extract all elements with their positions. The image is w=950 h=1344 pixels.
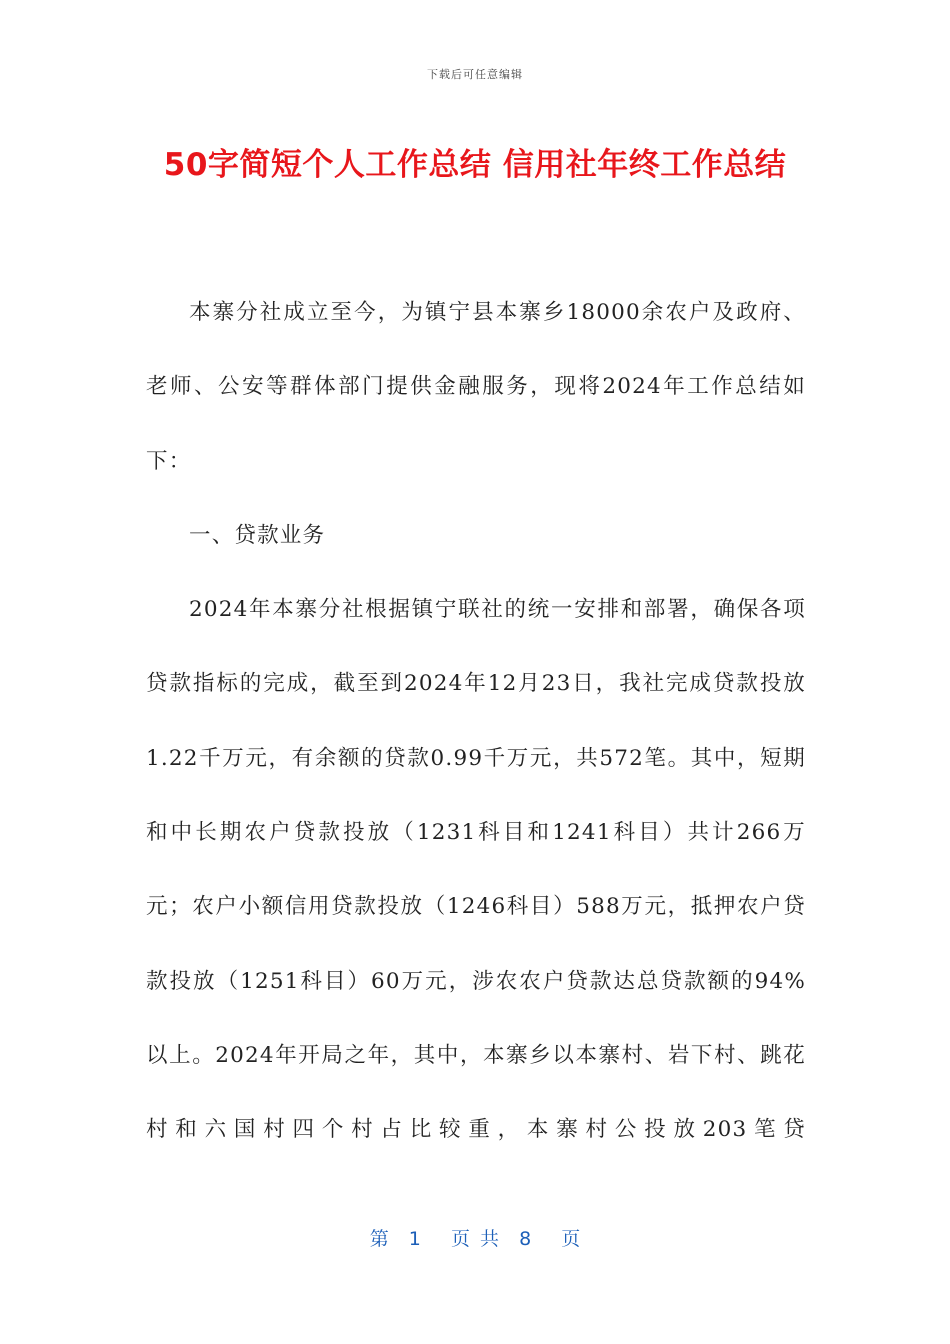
document-title: 50字简短个人工作总结 信用社年终工作总结	[163, 147, 787, 183]
paragraph-intro: 本寨分社成立至今，为镇宁县本寨乡18000余农户及政府、老师、公安等群体部门提供金融服务，现将2024年工作总结如下：	[146, 300, 806, 474]
paragraph-loans: 2024年本寨分社根据镇宁联社的统一安排和部署，确保各项贷款指标的完成，截至到2024年12月23日，我社完成贷款投放1.22千万元，有余额的贷款0.99千万元，共572笔。其中，短期和中长期农户贷款投放（1231科目和1241科目）共计266万元；农户小额信用贷款投放（1246科目）588万元，抵押农户贷款投放（1251科目）60万元，涉农农户贷款达总贷款额的94%以上。2024年开局之年，其中，本寨乡以本寨村、岩下村、跳花村和六国村四个村占比较重，本寨村公投放203笔贷	[146, 597, 806, 1143]
header-note: 下载后可任意编辑	[427, 68, 523, 81]
page-number-footer: 第 1 页 共 8 页	[369, 1228, 581, 1250]
section-heading-loans: 一、贷款业务	[189, 522, 326, 548]
document-body	[146, 276, 806, 1168]
